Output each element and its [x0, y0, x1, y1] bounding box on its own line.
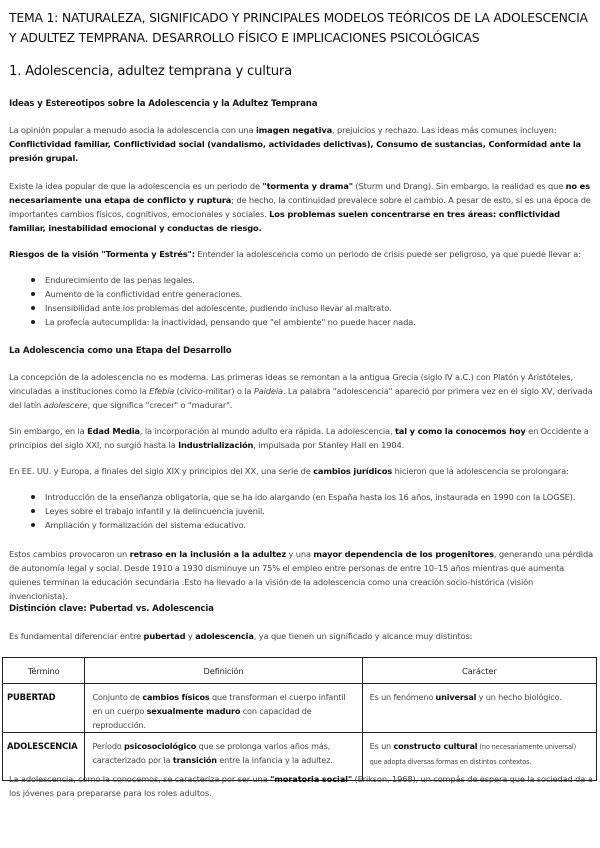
- subheading-stage: La Adolescencia como una Etapa del Desarrollo: [9, 346, 232, 356]
- section-heading: 1. Adolescencia, adultez temprana y cultura: [9, 64, 292, 79]
- table-header-row: [3, 658, 597, 684]
- comparison-table: [2, 657, 597, 781]
- document-title: [9, 8, 599, 48]
- list-item: Endurecimiento de las penas legales.: [0, 273, 595, 287]
- paragraph-legal-changes: En EE. UU. y Europa, a finales del siglo XIX y principios del XX, una serie de cambios jurídicos hicieron que la adolescencia se prolongara:: [9, 466, 569, 476]
- paragraph-moratorium: La adolescencia, como la conocemos, se caracteriza por ser una "moratoria social" (Erikson, 1968), un compás de espera que la sociedad da a los jóvenes para prepararse para los roles adultos.: [9, 774, 593, 798]
- paragraph-middle-ages: Sin embargo, en la Edad Media, la incorporación al mundo adulto era rápida. La adolescencia, tal y como la conocemos hoy en Occidente a principios del siglo XXI, no surgió hasta la Industrialización, impulsada por Stanley Hall en 1904.: [9, 426, 589, 450]
- table-row: [3, 684, 597, 733]
- header-term: Término: [3, 658, 85, 684]
- paragraph-opinion: La opinión popular a menudo asocia la adolescencia con una imagen negativa, prejuicios y rechazo. Las ideas más comunes incluyen: Conflictividad familiar, Conflictividad social (vandalismo, actividades delictivas), Consumo de sustancias, Conformidad ante la presión grupal.: [9, 125, 581, 163]
- paragraph-storm: Existe la idea popular de que la adolescencia es un periodo de "tormenta y drama" (Sturm und Drang). Sin embargo, la realidad es que no es necesariamente una etapa de conflicto y ruptura; de hecho, la continuidad prevalece sobre el cambio. A pesar de esto, sí es una época de importantes cambios físicos, cognitivos, emocionales y sociales. Los problemas suelen concentrarse en tres áreas: conflictividad familiar, inestabilidad emocional y conductas de riesgo.: [9, 181, 591, 233]
- paragraph-consequences: Estos cambios provocaron un retraso en la inclusión a la adultez y una mayor dependencia de los progenitores, generando una pérdida de autonomía legal y social. Desde 1910 a 1930 disminuye un 75% el empleo entre personas de entre 10–15 años mientras que aumenta quienes terminan la educación secundaria .Esto ha llevado a la visión de la adolescencia como una creación socio-histórica (visión invencionista).: [9, 549, 594, 601]
- list-item: Aumento de la conflictividad entre generaciones.: [0, 287, 595, 301]
- risks-list: [0, 273, 595, 329]
- paragraph-risks: Riesgos de la visión "Tormenta y Estrés": Entender la adolescencia como un periodo de crisis puede ser peligroso, ya que puede llevar a:: [9, 249, 581, 259]
- list-item: Introducción de la enseñanza obligatoria, que se ha ido alargando (en España hasta los 16 años, instaurada en 1990 con la LOGSE).: [0, 490, 595, 504]
- subheading-ideas: Ideas y Estereotipos sobre la Adolescencia y la Adultez Temprana: [9, 99, 318, 109]
- changes-list: [0, 490, 595, 532]
- cell-character: Es un constructo cultural (no necesariamente universal) que adopta diversas formas en distintos contextos.: [362, 733, 596, 781]
- list-item: Ampliación y formalización del sistema educativo.: [0, 518, 595, 532]
- paragraph-history: La concepción de la adolescencia no es moderna. Las primeras ideas se remontan a la antigua Grecia (siglo IV a.C.) con Platón y Aristóteles, vinculadas a instituciones como la Efebía (cívico-militar) o la Paideia. La palabra "adolescencia" apareció por primera vez en el siglo XV, derivada del latín adolescere, que significa "crecer" o "madurar".: [9, 372, 593, 410]
- cell-definition: Período psicosociológico que se prolonga varios años más, caracterizado por la transición entre la infancia y la adultez.: [85, 733, 362, 781]
- list-item: Insensibilidad ante los problemas del adolescente, pudiendo incluso llevar al maltrato.: [0, 301, 595, 315]
- header-definition: Definición: [85, 658, 362, 684]
- title-line-1: TEMA 1: NATURALEZA, SIGNIFICADO Y PRINCIPALES MODELOS TEÓRICOS DE LA ADOLESCENCIA: [9, 10, 588, 25]
- title-line-2: Y ADULTEZ TEMPRANA. DESARROLLO FÍSICO E IMPLICACIONES PSICOLÓGICAS: [9, 30, 480, 45]
- paragraph-distinction-intro: Es fundamental diferenciar entre pubertad y adolescencia, ya que tienen un significado y alcance muy distintos:: [9, 631, 473, 641]
- cell-term: ADOLESCENCIA: [3, 733, 85, 781]
- cell-character: Es un fenómeno universal y un hecho biológico.: [362, 684, 596, 733]
- header-character: Carácter: [362, 658, 596, 684]
- list-item: La profecía autocumplida: la inactividad, pensando que "el ambiente" no puede hacer nada.: [0, 315, 595, 329]
- subheading-distinction: Distinción clave: Pubertad vs. Adolescencia: [9, 604, 214, 614]
- cell-definition: Conjunto de cambios físicos que transforman el cuerpo infantil en un cuerpo sexualmente maduro con capacidad de reproducción.: [85, 684, 362, 733]
- list-item: Leyes sobre el trabajo infantil y la delincuencia juvenil.: [0, 504, 595, 518]
- cell-term: PUBERTAD: [3, 684, 85, 733]
